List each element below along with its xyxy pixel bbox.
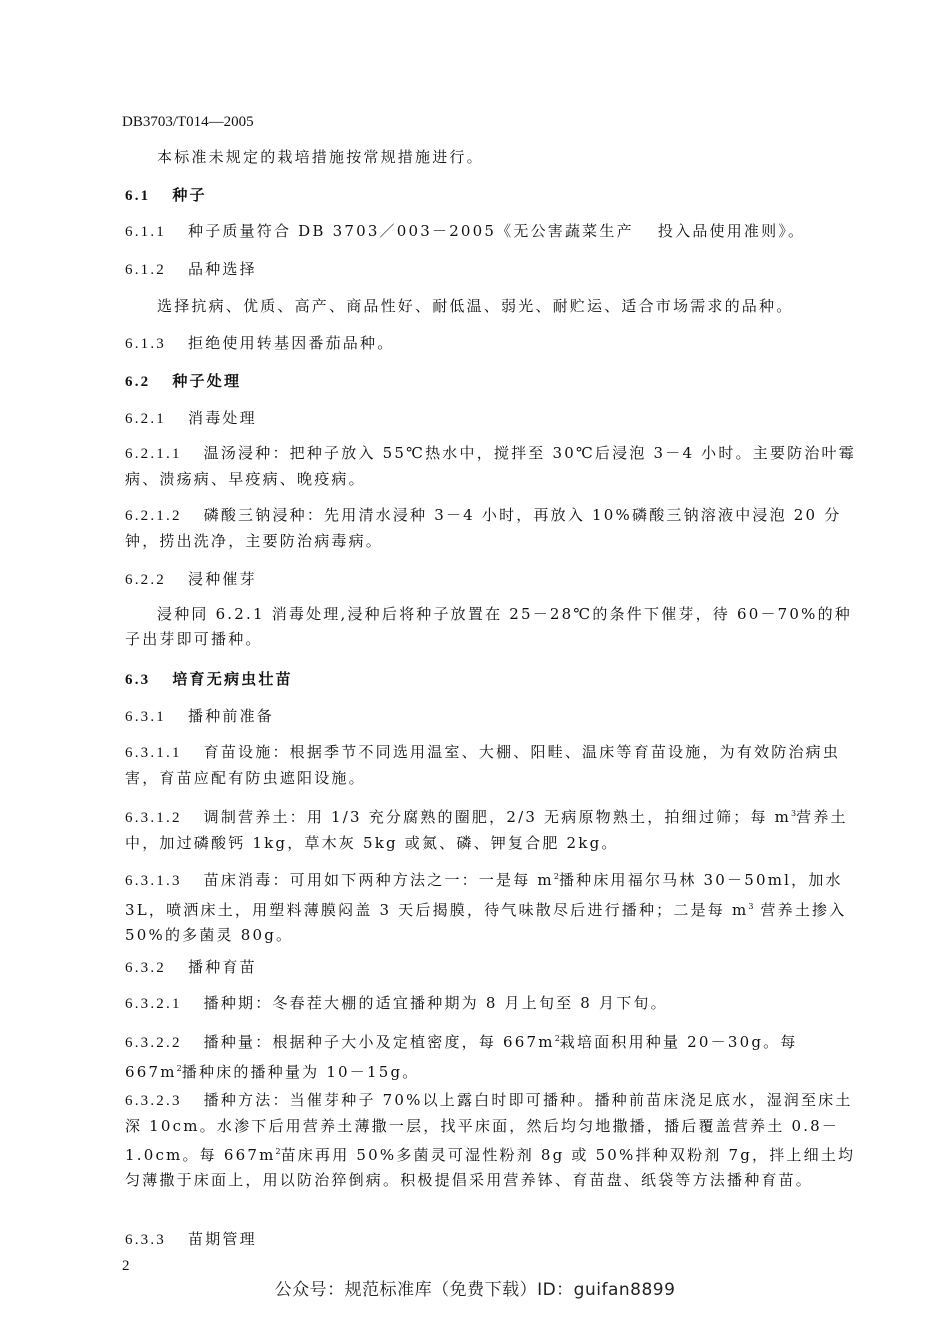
section-6-3 xyxy=(125,668,293,689)
section-text: 栽培面积用种量 20－30g。每 667m xyxy=(125,1033,798,1081)
section-6-1-3 xyxy=(125,332,394,353)
section-title: 品种选择 xyxy=(188,260,257,278)
page-number: 2 xyxy=(122,1258,130,1274)
section-6-3-1-3 xyxy=(125,864,860,948)
section-6-3-2-1 xyxy=(125,992,668,1013)
section-title: 浸种催芽 xyxy=(188,570,257,588)
section-6-1-2-text: 选择抗病、优质、高产、商品性好、耐低温、弱光、耐贮运、适合市场需求的品种。 xyxy=(157,297,794,315)
section-number: 6.2.1.1 xyxy=(125,446,182,462)
superscript: 3 xyxy=(791,809,797,818)
section-text: 磷酸三钠浸种：先用清水浸种 3－4 小时，再放入 10%磷酸三钠溶液中浸泡 20 分钟，捞出洗净，主要防治病毒病。 xyxy=(125,506,842,550)
section-6-2-1-2 xyxy=(125,503,860,554)
superscript: 2 xyxy=(275,1147,281,1156)
section-number: 6.2.1 xyxy=(125,411,166,427)
section-6-2-1 xyxy=(125,407,257,428)
section-number: 6.1.2 xyxy=(125,262,166,278)
section-text: 调制营养土：用 1/3 充分腐熟的圈肥，2/3 无病原物熟土，拍细过筛；每 m xyxy=(203,808,792,826)
section-6-3-1-2 xyxy=(125,801,860,856)
section-6-3-2-3 xyxy=(125,1088,860,1193)
section-number: 6.2.2 xyxy=(125,572,166,588)
section-6-2 xyxy=(125,370,241,391)
superscript: 2 xyxy=(176,1064,182,1073)
section-6-2-2 xyxy=(125,568,257,589)
section-text: 苗床消毒：可用如下两种方法之一：一是每 m xyxy=(203,871,554,889)
section-text: 营养土掺入 50%的多菌灵 80g。 xyxy=(125,901,847,944)
section-6-3-2-2 xyxy=(125,1026,860,1085)
standard-code: DB3703/T014—2005 xyxy=(122,114,254,130)
section-number: 6.2 xyxy=(125,374,151,390)
section-6-3-1 xyxy=(125,705,274,726)
section-6-3-3 xyxy=(125,1228,257,1249)
section-6-1 xyxy=(125,184,207,205)
section-6-2-2-text: 浸种同 6.2.1 消毒处理,浸种后将种子放置在 25－28℃的条件下催芽，待 60－70%的种子出芽即可播种。 xyxy=(125,605,852,648)
section-number: 6.3.1 xyxy=(125,709,166,725)
section-title: 消毒处理 xyxy=(188,409,257,427)
section-6-3-2 xyxy=(125,956,257,977)
section-title: 播种育苗 xyxy=(188,958,257,976)
section-title: 苗期管理 xyxy=(188,1230,257,1248)
superscript: 2 xyxy=(553,872,559,881)
section-number: 6.3.2.2 xyxy=(125,1035,182,1051)
section-number: 6.3.2.1 xyxy=(125,996,182,1012)
section-text: 播种方法：当催芽种子 70%以上露白时即可播种。播种前苗床浇足底水，湿润至床土深 10cm。水渗下后用营养土薄撒一层，找平床面，然后均匀地撒播，播后覆盖营养土 0.8－1.0cm。每 667m xyxy=(125,1091,853,1164)
section-6-1-1 xyxy=(125,220,805,241)
section-title: 播种前准备 xyxy=(188,707,275,725)
section-text: 苗床再用 50%多菌灵可湿性粉剂 8g 或 50%拌种双粉剂 7g，拌上细土均匀薄撒于床面上，用以防治猝倒病。积极提倡采用营养钵、育苗盘、纸袋等方法播种育苗。 xyxy=(125,1146,856,1189)
section-6-1-2 xyxy=(125,258,257,279)
footer-watermark: 公众号：规范标准库（免费下载）ID：guifan8899 xyxy=(274,1280,676,1300)
section-6-3-1-1 xyxy=(125,740,860,791)
section-text: 育苗设施：根据季节不同选用温室、大棚、阳畦、温床等育苗设施，为有效防治病虫害，育苗应配有防虫遮阳设施。 xyxy=(125,743,841,787)
section-number: 6.3.2 xyxy=(125,960,166,976)
section-text: 营养土中，加过磷酸钙 1kg，草木灰 5kg 或氮、磷、钾复合肥 2kg。 xyxy=(125,808,848,852)
section-title: 种子 xyxy=(172,186,207,204)
section-number: 6.3.1.2 xyxy=(125,810,182,826)
superscript: 3 xyxy=(748,902,754,911)
section-6-2-1-1 xyxy=(125,441,860,492)
section-number: 6.3 xyxy=(125,672,151,688)
section-text: 播种床用福尔马林 30－50ml，加水 3L，喷洒床土，用塑料薄膜闷盖 3 天后揭膜，待气味散尽后进行播种；二是每 m xyxy=(125,871,843,919)
section-text: 拒绝使用转基因番茄品种。 xyxy=(188,334,395,352)
section-number: 6.3.1.1 xyxy=(125,745,182,761)
intro-paragraph: 本标准未规定的栽培措施按常规措施进行。 xyxy=(157,148,484,166)
section-title: 种子处理 xyxy=(172,372,242,390)
section-number: 6.3.1.3 xyxy=(125,873,182,889)
section-text: 播种床的播种量为 10－15g。 xyxy=(181,1063,420,1081)
section-text: 播种量：根据种子大小及定植密度，每 667m xyxy=(203,1033,555,1051)
section-number: 6.1 xyxy=(125,188,151,204)
section-number: 6.3.2.3 xyxy=(125,1093,182,1109)
section-number: 6.2.1.2 xyxy=(125,508,182,524)
section-text: 种子质量符合 DB 3703／003－2005《无公害蔬菜生产 投入品使用准则》。 xyxy=(188,222,806,240)
section-number: 6.1.1 xyxy=(125,224,166,240)
superscript: 2 xyxy=(554,1034,560,1043)
section-text: 温汤浸种：把种子放入 55℃热水中，搅拌至 30℃后浸泡 3－4 小时。主要防治叶霉病、溃疡病、早疫病、晚疫病。 xyxy=(125,444,856,488)
section-text: 播种期：冬春茬大棚的适宜播种期为 8 月上旬至 8 月下旬。 xyxy=(203,994,668,1012)
section-number: 6.1.3 xyxy=(125,336,166,352)
section-number: 6.3.3 xyxy=(125,1232,166,1248)
section-title: 培育无病虫壮苗 xyxy=(172,670,293,688)
